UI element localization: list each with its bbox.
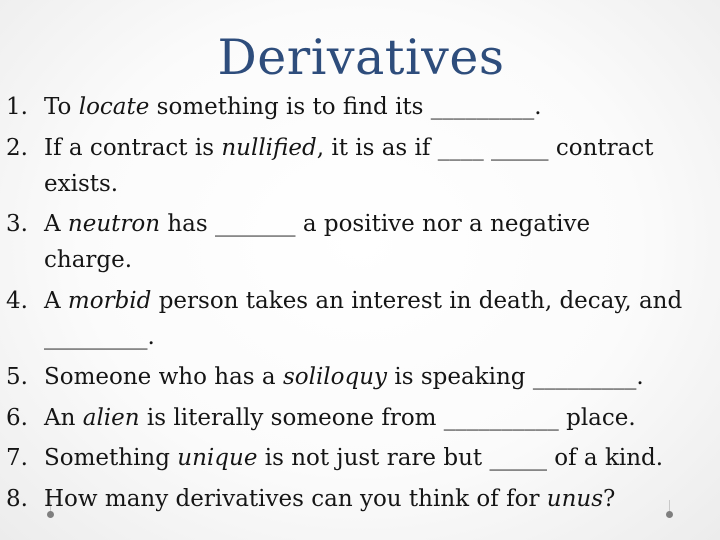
question-item-1 — [0, 89, 718, 125]
question-item-7 — [0, 440, 718, 476]
question-item-3 — [0, 206, 718, 278]
item-text-after: something is to find its _________. — [149, 94, 542, 120]
item-text-after: is literally someone from __________ place. — [139, 404, 636, 431]
question-item-5 — [0, 359, 718, 395]
question-item-6 — [0, 400, 718, 436]
item-number: 4. — [6, 287, 28, 314]
item-text-continued: charge. — [44, 247, 133, 273]
item-text-before: Someone who has a — [44, 364, 283, 390]
item-number: 6. — [6, 404, 28, 431]
question-item-8 — [0, 481, 718, 517]
item-number: 8. — [6, 485, 28, 512]
item-text-before: If a contract is — [44, 134, 222, 161]
item-number: 5. — [6, 364, 28, 390]
item-text-after: ? — [603, 485, 616, 512]
item-number: 7. — [6, 445, 28, 471]
item-term: unus — [546, 485, 603, 512]
item-text-after: is speaking _________. — [387, 364, 644, 390]
item-text-before: An — [44, 404, 83, 431]
item-number: 2. — [6, 134, 28, 161]
item-term: morbid — [67, 287, 152, 314]
item-number: 3. — [6, 211, 28, 237]
question-list — [0, 89, 718, 521]
item-text-before: A — [44, 211, 68, 237]
slide-title: Derivatives — [217, 29, 505, 86]
item-term: neutron — [67, 211, 161, 237]
item-term: nullified — [221, 134, 317, 161]
question-item-2 — [0, 130, 718, 202]
item-text-after: is not just rare but _____ of a kind. — [257, 445, 664, 471]
item-text-after: person takes an interest in death, decay, and — [151, 287, 683, 314]
item-text-before: A — [44, 287, 68, 314]
item-term: locate — [78, 94, 150, 120]
left-decorative-dot — [47, 511, 54, 518]
item-term: alien — [82, 404, 140, 431]
item-text-after: has _______ a positive nor a negative — [160, 211, 591, 237]
item-text-before: To — [44, 94, 79, 120]
question-item-4 — [0, 283, 718, 355]
item-term: soliloquy — [282, 364, 388, 390]
item-text-continued: exists. — [44, 170, 119, 197]
item-text-continued: _________. — [44, 323, 155, 350]
item-text-before: Something — [44, 445, 178, 471]
item-text-after: , it is as if ____ _____ contract — [316, 134, 654, 161]
item-number: 1. — [6, 94, 28, 120]
item-text-before: How many derivatives can you think of for — [44, 485, 547, 512]
item-term: unique — [177, 445, 258, 471]
right-decorative-dot — [666, 511, 673, 518]
